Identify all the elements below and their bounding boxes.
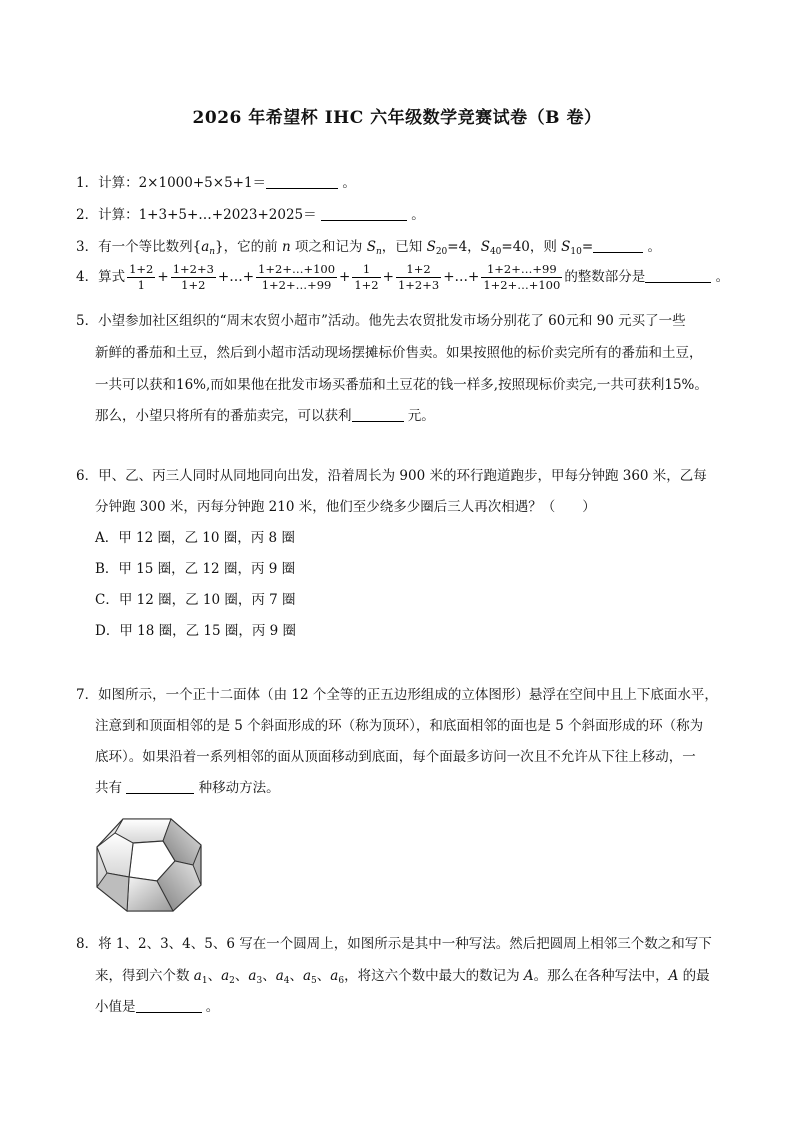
question-number: 2． [76, 207, 99, 223]
question-7-line-2: 注意到和顶面相邻的是 5 个斜面形成的环（称为顶环），和底面相邻的面也是 5 个斜面形成的环（称为 [95, 718, 704, 734]
question-text: 计算：1+3+5+…+2023+2025＝ [98, 207, 321, 223]
answer-blank[interactable] [352, 407, 404, 422]
question-5-line-4: 那么，小望只将所有的番茄卖完，可以获利 元。 [95, 408, 435, 424]
fraction: $\frac{1+2+\dots+99}{1+2+\dots+100}$ [483, 262, 561, 292]
fraction: $\frac{1+2}{1+2+3}$ [397, 262, 440, 292]
question-8-line-2: 来，得到六个数 $a_1$、$a_2$、$a_3$、$a_4$、$a_5$、$a_6$，将这六个数中最大的数记为 A。那么在各种写法中，A 的最 [95, 968, 710, 986]
fraction: $\frac{1}{1+2}$ [354, 262, 379, 292]
question-number: 8． [76, 936, 99, 952]
option-b[interactable]: B．甲 15 圈，乙 12 圈，丙 9 圈 [95, 561, 296, 577]
question-number: 7． [76, 687, 99, 703]
question-number: 6． [76, 468, 99, 484]
question-1: 1．计算：2×1000+5×5+1＝ 。 [76, 175, 356, 191]
fraction: $\frac{1+2+\dots+100}{1+2+\dots+99}$ [258, 262, 336, 292]
fraction: $\frac{1+2+3}{1+2}$ [172, 262, 214, 292]
answer-blank[interactable] [266, 174, 338, 189]
question-6-line-1: 6．甲、乙、丙三人同时从同地同向出发，沿着周长为 900 米的环行跑道跑步，甲每分钟跑 360 米，乙每 [76, 468, 707, 484]
question-number: 3． [76, 239, 99, 255]
option-c[interactable]: C．甲 12 圈，乙 10 圈，丙 7 圈 [95, 592, 296, 608]
dodecahedron-figure [93, 815, 209, 915]
answer-blank[interactable] [126, 779, 194, 794]
question-text: 计算：2×1000+5×5+1＝ [98, 175, 267, 191]
question-number: 4． [76, 269, 99, 285]
answer-blank[interactable] [136, 998, 202, 1013]
question-7-line-1: 7．如图所示，一个正十二面体（由 12 个全等的正五边形组成的立体图形）悬浮在空间中且上下底面水平， [76, 687, 718, 703]
exam-title: 2026 年希望杯 IHC 六年级数学竞赛试卷（B 卷） [192, 108, 602, 128]
question-5-line-3: 一共可以获和16%,而如果他在批发市场买番茄和土豆花的钱一样多,按照现标价卖完,一共可获利15%。 [95, 377, 708, 393]
fraction: $\frac{1+2}{1}$ [129, 262, 154, 292]
question-7-line-3: 底环）。如果沿着一系列相邻的面从顶面移动到底面，每个面最多访问一次且不允许从下往上移动，一 [95, 749, 696, 765]
answer-blank[interactable] [645, 268, 711, 283]
answer-blank[interactable] [321, 206, 407, 221]
question-7-line-4: 共有 种移动方法。 [95, 780, 280, 796]
question-6-line-2: 分钟跑 300 米，丙每分钟跑 210 米，他们至少绕多少圈后三人再次相遇？（ ） [95, 499, 596, 515]
answer-blank[interactable] [593, 238, 643, 253]
question-3: 3．有一个等比数列$\{a_n\}$，它的前 n 项之和记为 $S_n$，已知 $S_{20}=4$，$S_{40}=40$，则 $S_{10}=$ 。 [76, 239, 661, 257]
question-number: 1． [76, 175, 99, 191]
question-4: 4．算式 $\frac{1+2}{1}$ + $\frac{1+2+3}{1+2}$ +…+ $\frac{1+2+\dots+100}{1+2+\dots+99}$ + $\frac{1}{1+2}$ + $\frac{1+2}{1+2+3}$ +…+ $\frac{1+2+\dots+99}{1+2+\dots+100}$ 的整数部分是 。 [76, 262, 730, 292]
question-5-line-1: 5．小望参加社区组织的“周末农贸小超市”活动。他先去农贸批发市场分别花了 60元和 90 元买了一些 [76, 313, 686, 329]
question-8-line-3: 小值是 。 [95, 999, 220, 1015]
question-8-line-1: 8．将 1、2、3、4、5、6 写在一个圆周上，如图所示是其中一种写法。然后把圆周上相邻三个数之和写下 [76, 936, 712, 952]
option-d[interactable]: D．甲 18 圈，乙 15 圈，丙 9 圈 [95, 623, 297, 639]
question-5-line-2: 新鲜的番茄和土豆，然后到小超市活动现场摆摊标价售卖。如果按照他的标价卖完所有的番茄和土豆， [95, 345, 703, 361]
question-2: 2．计算：1+3+5+…+2023+2025＝ 。 [76, 207, 425, 223]
option-a[interactable]: A．甲 12 圈，乙 10 圈，丙 8 圈 [95, 530, 295, 546]
question-number: 5． [76, 313, 99, 329]
